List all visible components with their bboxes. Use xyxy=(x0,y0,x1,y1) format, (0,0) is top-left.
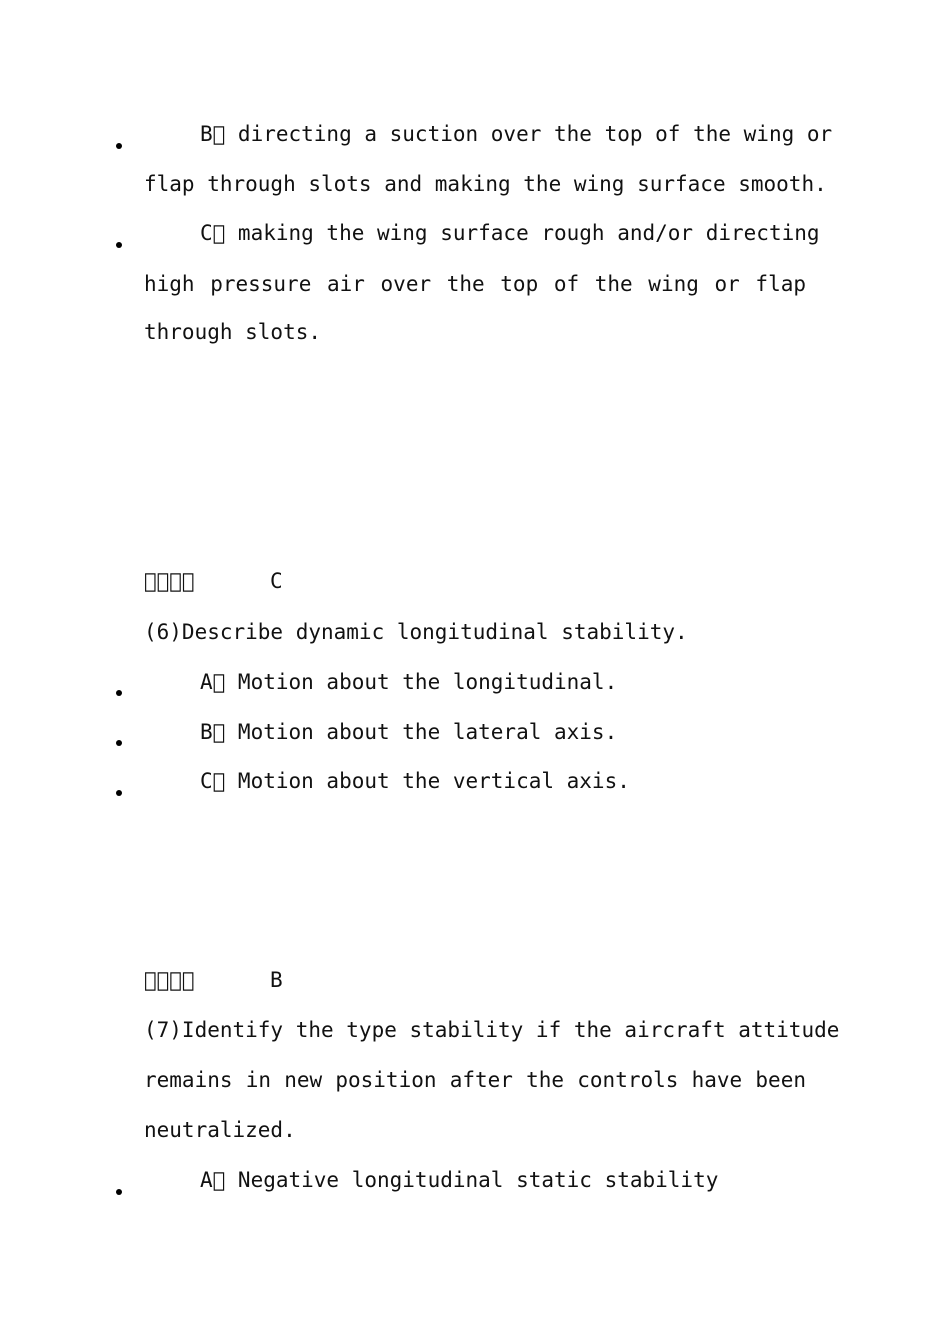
option-b-line-2: flap through slots and making the wing surface smooth. xyxy=(144,172,827,196)
answer-label:      xyxy=(144,569,195,593)
question-7-line-2: remains in new position after the controls have been xyxy=(144,1068,806,1092)
option-b-line-1: B  directing a suction over the top of the wing or xyxy=(200,122,833,146)
bullet xyxy=(116,143,122,149)
bullet xyxy=(116,790,122,796)
question-7-line-1: (7)Identify the type stability if the aircraft attitude xyxy=(144,1018,840,1042)
option-c-line-2: high pressure air over the top of the wing or flap xyxy=(144,272,806,296)
q6-option-b: B  Motion about the lateral axis. xyxy=(200,720,618,744)
question-6: (6)Describe dynamic longitudinal stability. xyxy=(144,620,688,644)
q6-option-c: C  Motion about the vertical axis. xyxy=(200,769,630,793)
question-7-line-3: neutralized. xyxy=(144,1118,296,1142)
q7-option-a: A  Negative longitudinal static stability xyxy=(200,1168,719,1192)
bullet xyxy=(116,1189,122,1195)
option-c-line-3: through slots. xyxy=(144,320,322,344)
bullet xyxy=(116,242,122,248)
q6-option-a: A  Motion about the longitudinal. xyxy=(200,670,618,694)
bullet xyxy=(116,740,122,746)
answer-value: B xyxy=(270,968,283,992)
answer-value: C xyxy=(270,569,283,593)
bullet xyxy=(116,690,122,696)
answer-label:      xyxy=(144,968,195,992)
option-c-line-1: C  making the wing surface rough and/or directing xyxy=(200,221,820,245)
